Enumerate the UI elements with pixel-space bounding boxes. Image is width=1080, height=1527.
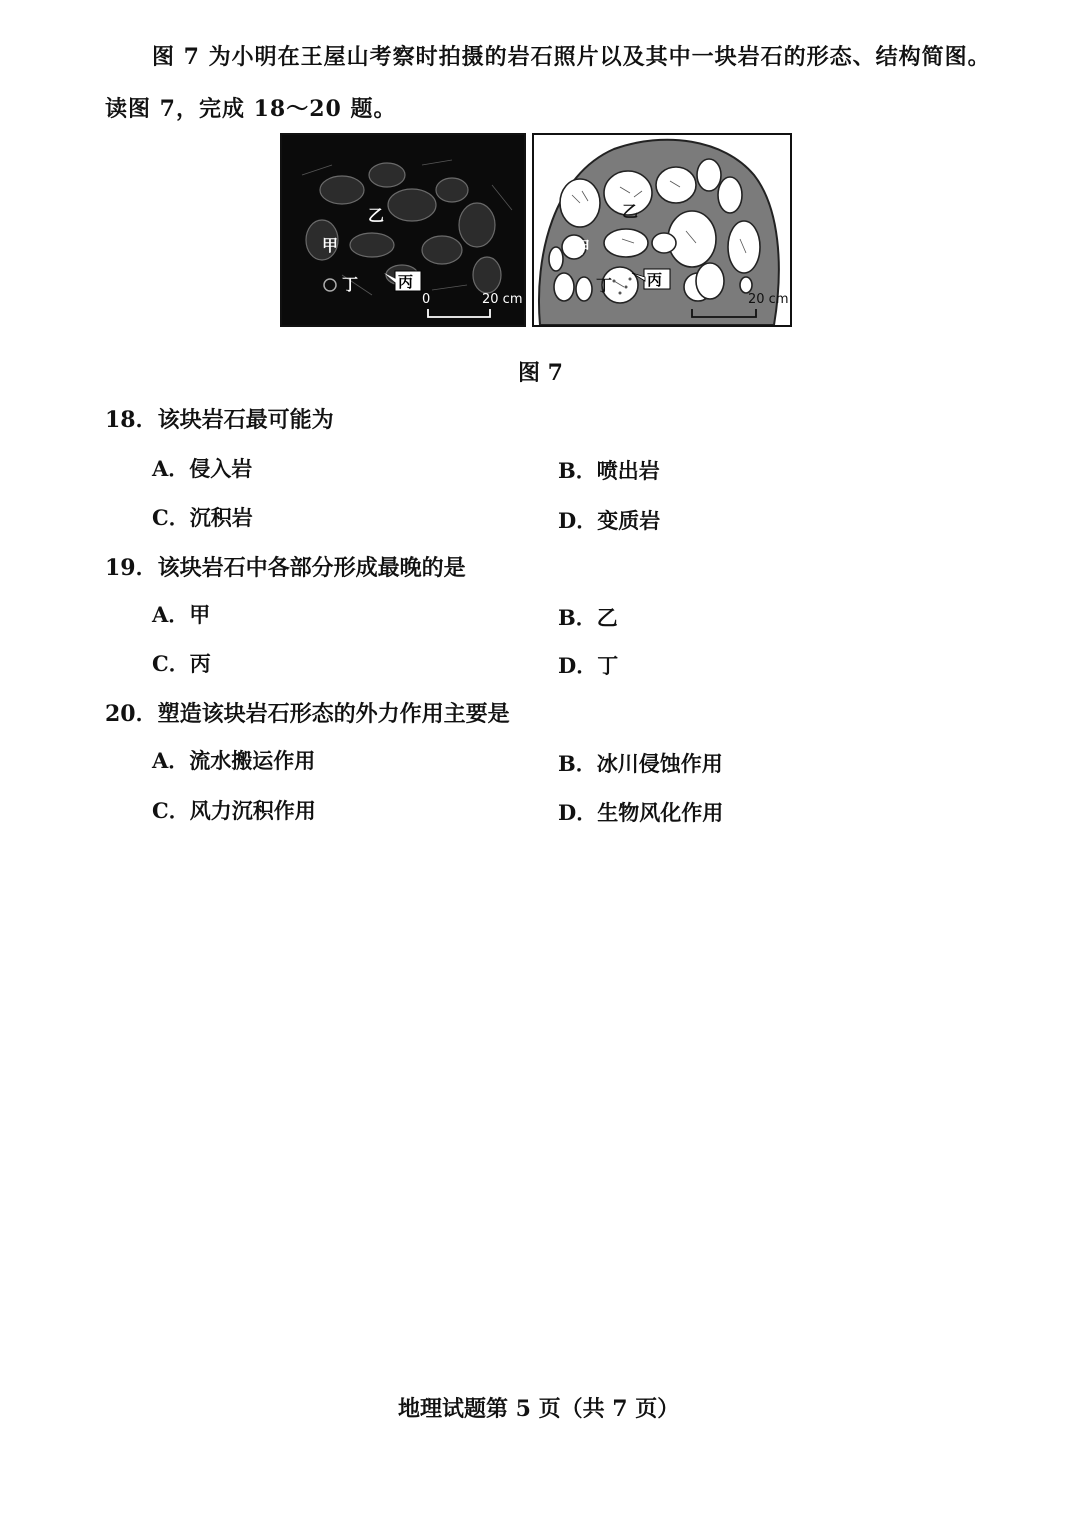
q20-option-b: B．冰川侵蚀作用 (558, 751, 723, 776)
intro-line-2: 读图 7，完成 18～20 题。 (105, 96, 397, 122)
intro-line-1: 图 7 为小明在王屋山考察时拍摄的岩石照片以及其中一块岩石的形态、结构简图。 (152, 44, 991, 70)
q20-option-d: D．生物风化作用 (558, 800, 724, 825)
q18-option-c: C．沉积岩 (152, 505, 253, 530)
photo-label-bing: 丙 (398, 273, 414, 291)
rock-structure-image (534, 135, 790, 325)
diagram-label-yi: 乙 (622, 202, 639, 221)
photo-label-ding: 丁 (342, 275, 359, 294)
figure-caption: 图 7 (518, 360, 563, 386)
page-footer: 地理试题第 5 页（共 7 页） (398, 1396, 680, 1422)
question-20: 20．塑造该块岩石形态的外力作用主要是 (105, 701, 510, 727)
photo-scale-value: 20 cm (482, 292, 523, 307)
q18-option-b: B．喷出岩 (558, 458, 660, 483)
diagram-scale-value: 20 cm (748, 292, 789, 307)
rock-structure-diagram (532, 133, 792, 327)
figure-7 (280, 133, 792, 327)
q20-option-a: A．流水搬运作用 (152, 748, 316, 773)
q20-option-c: C．风力沉积作用 (152, 798, 316, 823)
photo-label-yi: 乙 (368, 206, 385, 225)
photo-scale-zero: 0 (422, 292, 431, 307)
diagram-label-bing: 丙 (647, 271, 663, 289)
q18-option-d: D．变质岩 (558, 508, 661, 533)
q18-option-a: A．侵入岩 (152, 456, 253, 481)
q19-option-c: C．丙 (152, 651, 211, 676)
question-18: 18．该块岩石最可能为 (105, 407, 334, 433)
q19-option-d: D．丁 (558, 653, 619, 678)
q19-option-a: A．甲 (152, 602, 211, 627)
diagram-label-jia: 甲 (574, 238, 591, 257)
rock-photo-image (282, 135, 524, 325)
question-19: 19．该块岩石中各部分形成最晚的是 (105, 555, 466, 581)
photo-label-jia: 甲 (322, 236, 339, 255)
q19-option-b: B．乙 (558, 605, 618, 630)
rock-photo (280, 133, 526, 327)
diagram-label-ding: 丁 (596, 276, 613, 295)
